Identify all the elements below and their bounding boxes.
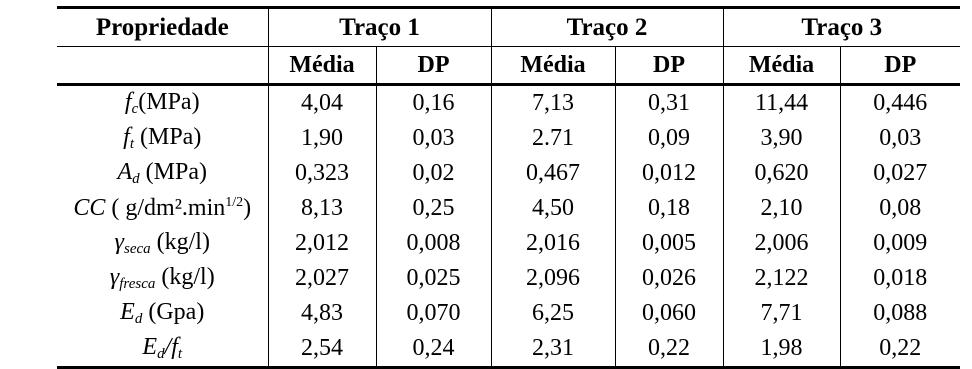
table-container (57, 6, 960, 369)
property-subscript: d (134, 311, 143, 327)
sd-cell: 0,060 (615, 296, 723, 331)
sd-cell: 0,088 (873, 300, 928, 326)
sd-cell: 0,31 (615, 85, 723, 122)
property-symbol: f (124, 89, 132, 115)
header-row-groups (57, 8, 960, 47)
table-row (57, 261, 960, 296)
sd-cell: 0,03 (879, 125, 922, 151)
property-subscript: d (132, 171, 140, 187)
sd-cell: 0,008 (376, 226, 491, 261)
sd-cell: 0,070 (376, 296, 491, 331)
sd-cell: 0,026 (615, 261, 723, 296)
mean-cell: 0,620 (723, 156, 840, 191)
mean-cell: 8,13 (268, 191, 376, 226)
header-sd-2: DP (615, 47, 723, 85)
property-cell (57, 226, 268, 261)
property-symbol: A (117, 159, 133, 185)
property-unit: (MPa) (134, 124, 202, 150)
property-unit: (kg/l) (155, 264, 215, 290)
sd-cell: 0,03 (376, 121, 491, 156)
sd-cell: 0,09 (615, 121, 723, 156)
property-cell (57, 296, 268, 331)
mean-cell: 3,90 (723, 121, 840, 156)
sd-cell: 0,22 (615, 331, 723, 368)
sd-cell: 0,025 (376, 261, 491, 296)
property-symbol: E (142, 334, 158, 360)
sd-cell: 0,02 (376, 156, 491, 191)
header-group-1: Traço 1 (268, 8, 491, 47)
table-row (57, 296, 960, 331)
mean-cell: 1,90 (268, 121, 376, 156)
table-row (57, 226, 960, 261)
property-cell (57, 261, 268, 296)
mean-cell: 2,54 (268, 331, 376, 368)
sd-cell: 0,24 (376, 331, 491, 368)
sd-cell: 0,16 (376, 85, 491, 122)
sd-cell: 0,027 (873, 160, 928, 186)
properties-table (57, 6, 960, 369)
property-unit: ( g/dm².min (105, 195, 226, 221)
mean-cell: 0,323 (268, 156, 376, 191)
sd-cell: 0,446 (873, 90, 928, 116)
mean-cell: 2,027 (268, 261, 376, 296)
header-mean-3: Média (723, 47, 840, 85)
property-symbol: γ (109, 264, 120, 290)
header-mean-2: Média (491, 47, 615, 85)
sd-cell: 0,18 (615, 191, 723, 226)
mean-cell: 1,98 (723, 331, 840, 368)
mean-cell: 2.71 (491, 121, 615, 156)
mean-cell: 2,096 (491, 261, 615, 296)
sd-cell: 0,009 (873, 230, 928, 256)
property-symbol: γ (114, 229, 124, 255)
mean-cell: 2,31 (491, 331, 615, 368)
property-cell (57, 156, 268, 191)
mean-cell: 4,04 (268, 85, 376, 122)
property-subscript: c (131, 101, 139, 117)
property-subscript: d (157, 346, 165, 362)
mean-cell: 2,10 (723, 191, 840, 226)
header-sd-1: DP (376, 47, 491, 85)
property-subscript: seca (123, 241, 151, 257)
mean-cell: 2,016 (491, 226, 615, 261)
mean-cell: 6,25 (491, 296, 615, 331)
header-mean-1: Média (268, 47, 376, 85)
sd-cell: 0,08 (879, 195, 922, 221)
property-symbol: E (120, 299, 135, 325)
property-subscript: t (129, 136, 134, 152)
header-property: Propriedade (57, 8, 268, 47)
sd-cell: 0,012 (615, 156, 723, 191)
table-row (57, 85, 960, 122)
mean-cell: 2,012 (268, 226, 376, 261)
property-superscript: 1/2 (225, 195, 244, 210)
property-subscript: fresca (119, 276, 156, 292)
table-row (57, 121, 960, 156)
property-symbol: CC (73, 195, 106, 221)
sd-cell: 0,25 (376, 191, 491, 226)
table-row (57, 191, 960, 226)
mean-cell: 4,50 (491, 191, 615, 226)
mean-cell: 0,467 (491, 156, 615, 191)
property-unit: (MPa) (138, 89, 200, 115)
sd-cell: 0,018 (873, 265, 928, 291)
property-symbol-part: /f (164, 334, 178, 360)
property-unit: (Gpa) (142, 299, 205, 325)
property-cell (57, 191, 268, 226)
header-group-2: Traço 2 (491, 8, 723, 47)
sd-cell: 0,22 (840, 331, 960, 368)
table-row (57, 156, 960, 191)
property-symbol: f (123, 124, 130, 150)
mean-cell: 4,83 (268, 296, 376, 331)
property-cell (57, 331, 268, 368)
property-cell (57, 85, 268, 122)
mean-cell: 2,006 (723, 226, 840, 261)
property-unit: ) (243, 195, 252, 221)
sd-cell: 0,005 (615, 226, 723, 261)
property-cell (57, 121, 268, 156)
property-subscript: t (177, 346, 183, 362)
mean-cell: 11,44 (723, 85, 840, 122)
header-row-stats (57, 47, 960, 85)
table-row (57, 331, 960, 368)
property-unit: (MPa) (139, 159, 207, 185)
mean-cell: 7,13 (491, 85, 615, 122)
header-sd-3: DP (840, 47, 960, 85)
property-unit: (kg/l) (150, 229, 210, 255)
header-empty (57, 47, 268, 85)
mean-cell: 7,71 (723, 296, 840, 331)
mean-cell: 2,122 (723, 261, 840, 296)
header-group-3: Traço 3 (723, 8, 960, 47)
